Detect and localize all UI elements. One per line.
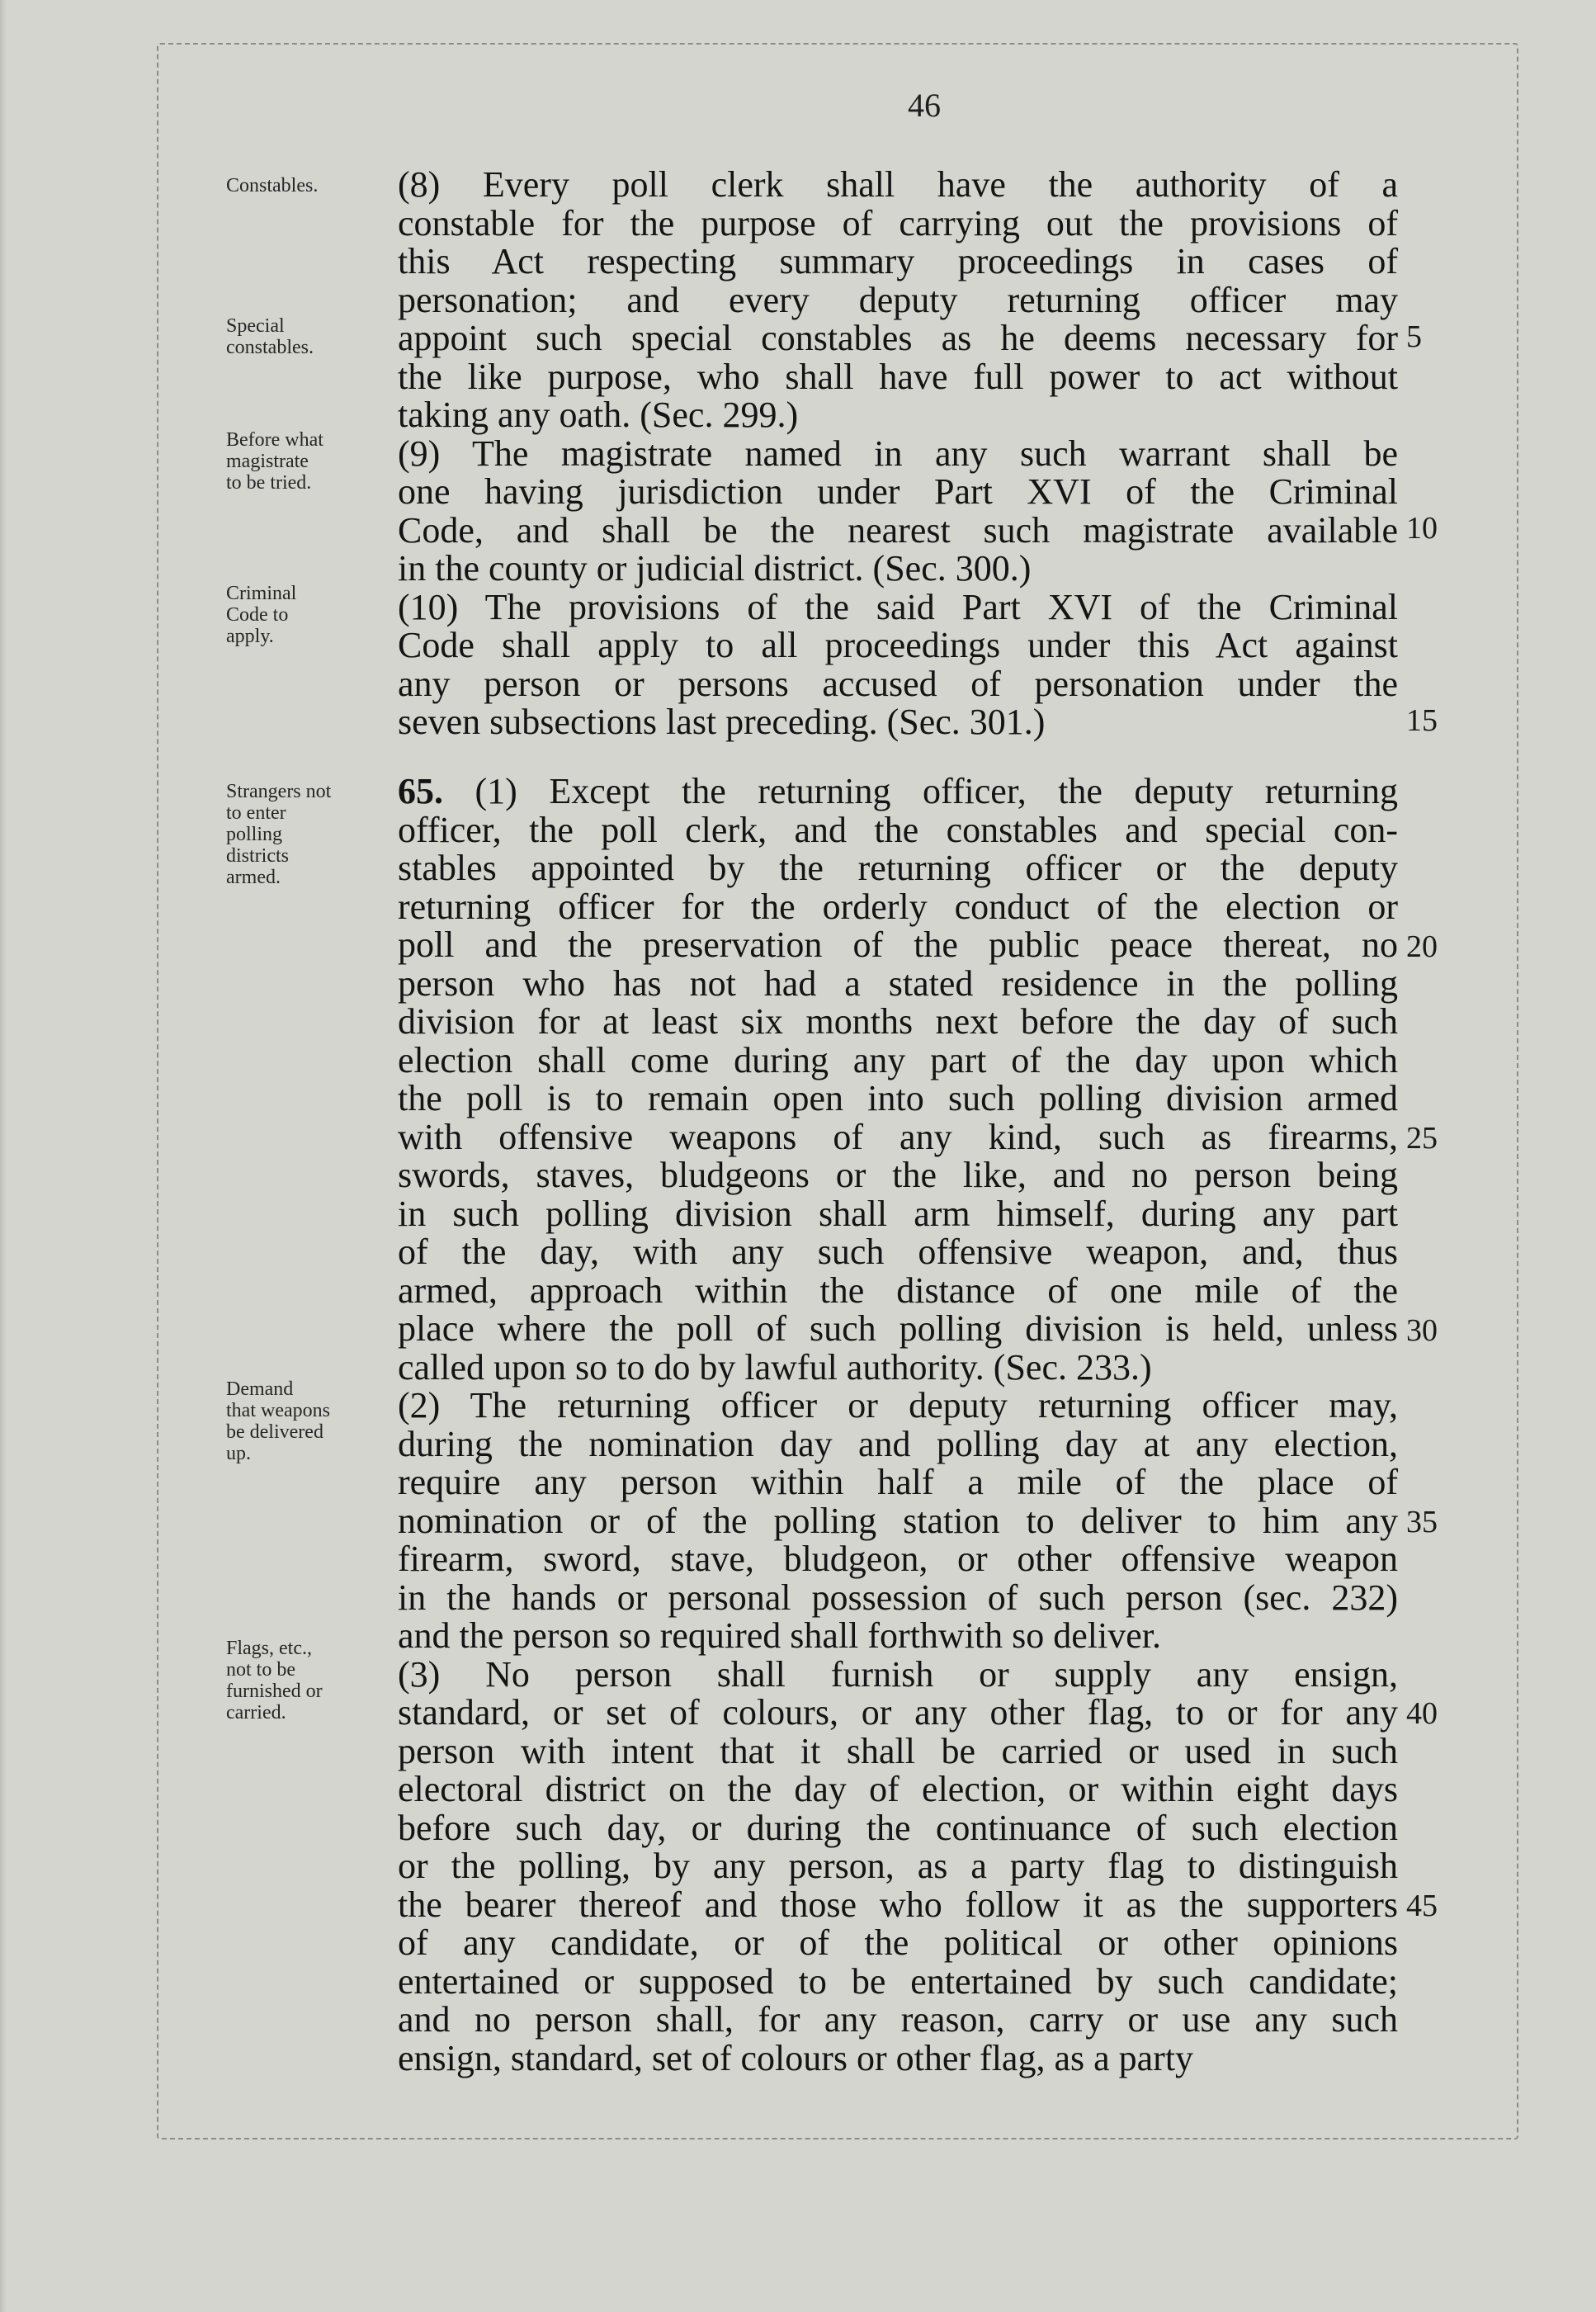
text-line: election shall come during any part of the day upon which <box>398 1039 1398 1080</box>
text-line: nomination or of the polling station to deliver to him any <box>398 1500 1398 1541</box>
text-line: the bearer thereof and those who follow it as the supporters <box>398 1884 1398 1925</box>
text-line: personation; and every deputy returning officer may <box>398 279 1398 320</box>
page-fold-shadow <box>0 0 7 2312</box>
margin-note-constables: Constables. <box>226 175 319 196</box>
line-number-20: 20 <box>1406 929 1438 964</box>
text-line: (10) The provisions of the said Part XVI of the Criminal <box>398 586 1398 627</box>
line-number-25: 25 <box>1406 1121 1438 1156</box>
line-number-30: 30 <box>1406 1313 1438 1348</box>
margin-note-before-what-magistrate: Before what magistrate to be tried. <box>226 429 323 494</box>
text-line: 65. (1) Except the returning officer, the deputy returning <box>398 771 1399 811</box>
margin-note-special-constables: Special constables. <box>226 315 314 358</box>
text-line: require any person within half a mile of the place of <box>398 1462 1398 1502</box>
text-line: electoral district on the day of election, or within eight days <box>398 1769 1398 1809</box>
text-line: ensign, standard, set of colours or other flag, as a party <box>398 2037 1194 2078</box>
margin-note-strangers: Strangers not to enter polling districts armed. <box>226 781 332 888</box>
text-line: with offensive weapons of any kind, such as firearms, <box>398 1116 1398 1157</box>
text-line: taking any oath. (Sec. 299.) <box>398 395 799 435</box>
text-line: the like purpose, who shall have full power to act without <box>398 356 1398 397</box>
text-line: this Act respecting summary proceedings in cases of <box>398 241 1398 281</box>
line-number-35: 35 <box>1406 1505 1438 1539</box>
text-line: Code shall apply to all proceedings under this Act against <box>398 625 1398 665</box>
text-line: and the person so required shall forthwith so deliver. <box>398 1615 1162 1656</box>
text-line: in the hands or personal possession of such person (sec. 232) <box>398 1577 1398 1618</box>
text-line: seven subsections last preceding. (Sec. 301.) <box>398 702 1046 742</box>
text-line: stables appointed by the returning officer or the deputy <box>398 848 1398 888</box>
text-line: constable for the purpose of carrying out the provisions of <box>398 202 1398 243</box>
section-number: 65. <box>398 771 443 811</box>
text-line: armed, approach within the distance of one mile of the <box>398 1269 1398 1311</box>
line-number-10: 10 <box>1406 511 1438 546</box>
text-line: firearm, sword, stave, bludgeon, or other offensive weapon <box>398 1539 1398 1579</box>
text-line: swords, staves, bludgeons or the like, and no person being <box>398 1155 1398 1195</box>
text-line: poll and the preservation of the public peace thereat, no <box>398 924 1398 965</box>
text-line: of any candidate, or of the political or other opinions <box>398 1922 1398 1963</box>
text-line: (2) The returning officer or deputy returning officer may, <box>398 1385 1398 1425</box>
line-number-5: 5 <box>1406 319 1422 354</box>
text-line: appoint such special constables as he deems necessary for <box>398 318 1398 358</box>
text-line: before such day, or during the continuance of such election <box>398 1807 1398 1848</box>
text-line: in such polling division shall arm himself, during any part <box>398 1193 1398 1234</box>
margin-note-demand-weapons: Demand that weapons be delivered up. <box>226 1378 330 1464</box>
text-line: in the county or judicial district. (Sec. 300.) <box>398 548 1032 589</box>
text-line: entertained or supposed to be entertained by such candidate; <box>398 1960 1398 2002</box>
text-line: and no person shall, for any reason, carry or use any such <box>398 1999 1398 2040</box>
text-line: division for at least six months next before the day of such <box>398 1001 1398 1042</box>
text-line: person with intent that it shall be carried or used in such <box>398 1730 1398 1771</box>
text-line: place where the poll of such polling division is held, unless <box>398 1308 1398 1349</box>
text-line: during the nomination day and polling day at any election, <box>398 1423 1398 1464</box>
text-line: (8) Every poll clerk shall have the authority of a <box>398 164 1398 205</box>
text-line: the poll is to remain open into such polling division armed <box>398 1078 1398 1118</box>
page-number: 46 <box>908 87 941 124</box>
text-block-section-65 <box>398 773 1398 2078</box>
text-line: (9) The magistrate named in any such warrant shall be <box>398 433 1398 474</box>
text-line: standard, or set of colours, or any other flag, to or for any <box>398 1692 1398 1733</box>
text-line: (3) No person shall furnish or supply any ensign, <box>398 1653 1398 1695</box>
text-block-subsections-8-10 <box>398 166 1398 742</box>
text-line: or the polling, by any person, as a party flag to distinguish <box>398 1846 1398 1886</box>
line-number-40: 40 <box>1406 1696 1438 1731</box>
margin-note-criminal-code: Criminal Code to apply. <box>226 583 297 647</box>
text-line: of the day, with any such offensive weapon, and, thus <box>398 1232 1398 1272</box>
text-line: called upon so to do by lawful authority. (Sec. 233.) <box>398 1346 1152 1388</box>
margin-note-flags: Flags, etc., not to be furnished or carried. <box>226 1638 323 1723</box>
text-line: person who has not had a stated residence in the polling <box>398 962 1398 1004</box>
line-number-45: 45 <box>1406 1889 1438 1923</box>
line-number-15: 15 <box>1406 703 1438 738</box>
text-line: returning officer for the orderly conduct of the election or <box>398 886 1398 927</box>
text-line: Code, and shall be the nearest such magistrate available <box>398 509 1398 551</box>
text-line: one having jurisdiction under Part XVI of the Criminal <box>398 471 1398 512</box>
text-line: officer, the poll clerk, and the constables and special con- <box>398 809 1398 850</box>
text-line: any person or persons accused of personation under the <box>398 663 1398 704</box>
